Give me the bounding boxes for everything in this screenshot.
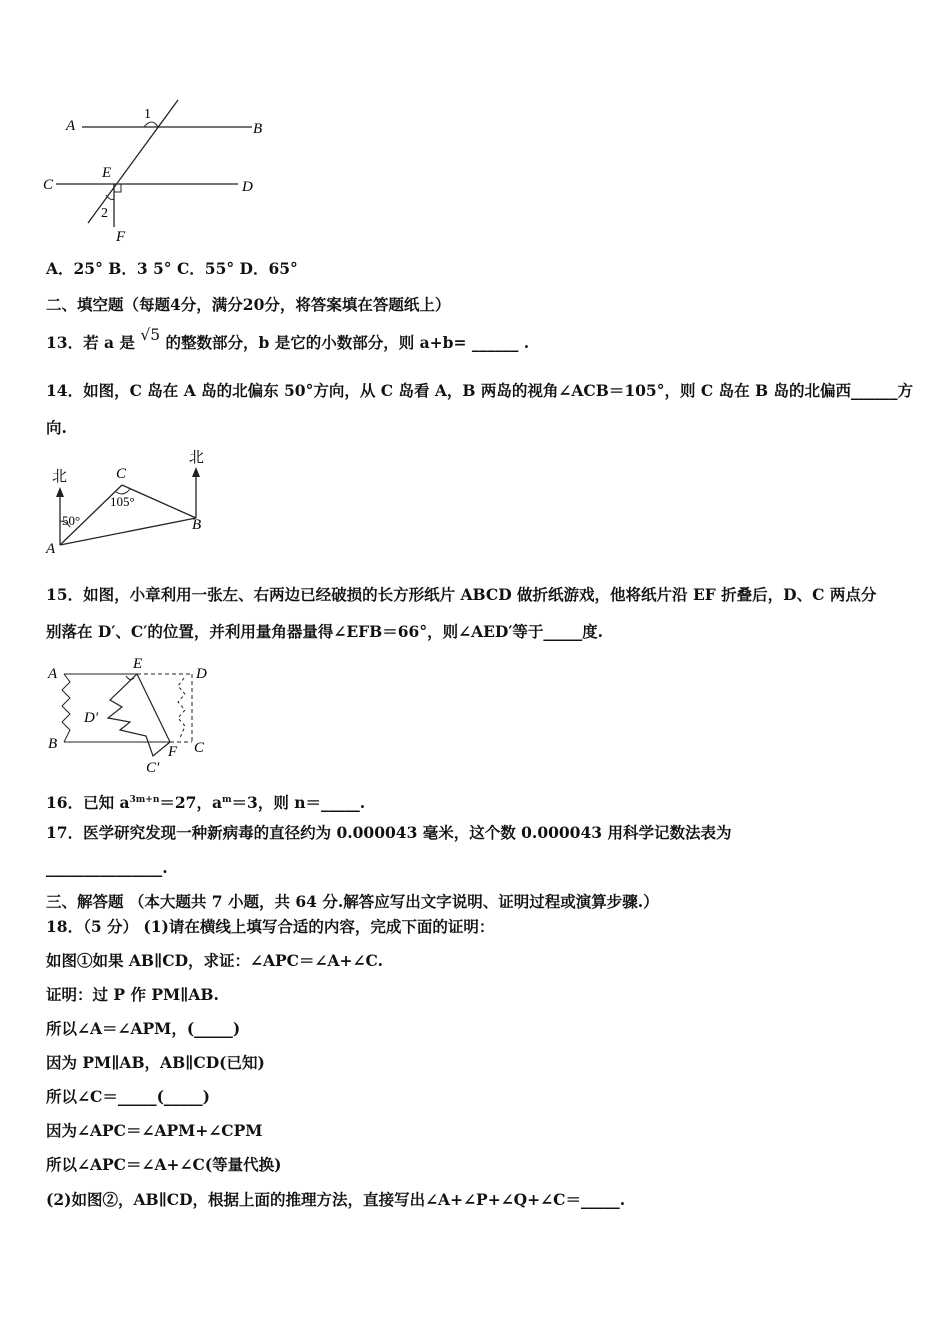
question-14-line-1: 14．如图，C 岛在 A 岛的北偏东 50°方向，从 C 岛看 A，B 两岛的视角∠ACB＝105°，则 C 岛在 B 岛的北偏西______方	[46, 381, 913, 400]
q16-exponent-2: m	[222, 795, 232, 805]
folded-flap	[108, 674, 170, 756]
label-angle-1: 1	[144, 107, 151, 122]
torn-right-edge-original	[178, 678, 185, 738]
transversal	[88, 100, 178, 223]
q16-prefix: 16．已知 a	[46, 793, 130, 813]
label-a: A	[48, 666, 58, 682]
label-north-left: 北	[52, 469, 68, 485]
section-2-header: 二、填空题（每题4分，满分20分，将答案填在答题纸上）	[46, 295, 451, 314]
sqrt5: √5	[140, 326, 161, 344]
question-15-line-1: 15．如图，小章利用一张左、右两边已经破损的长方形纸片 ABCD 做折纸游戏，他将纸片沿 EF 折叠后，D、C 两点分	[46, 585, 877, 604]
q13-suffix: 的整数部分，b 是它的小数部分，则 a+b= ______ .	[165, 333, 530, 352]
question-16	[46, 790, 365, 813]
label-a: A	[66, 118, 76, 134]
question-17-line-1: 17．医学研究发现一种新病毒的直径约为 0.000043 毫米，这个数 0.000043 用科学记数法表为	[46, 823, 732, 842]
label-e: E	[102, 165, 112, 181]
label-c-prime: C′	[146, 760, 160, 776]
label-d: D	[242, 179, 253, 195]
crease-ef	[137, 674, 170, 742]
q18-line-8: 所以∠APC＝∠A+∠C(等量代换)	[46, 1155, 282, 1174]
q18-line-2: 如图①如果 AB∥CD，求证：∠APC＝∠A+∠C.	[46, 951, 383, 970]
north-arrow-a-head	[56, 487, 64, 497]
label-angle-105: 105°	[110, 494, 135, 509]
section-3-header: 三、解答题 （本大题共 7 小题，共 64 分.解答应写出文字说明、证明过程或演算步骤.）	[46, 892, 659, 911]
label-b: B	[48, 736, 58, 752]
q16-suffix: ＝3，则 n＝_____.	[231, 793, 366, 813]
label-f: F	[116, 229, 126, 245]
label-d: D	[196, 666, 207, 682]
label-a: A	[46, 541, 56, 557]
label-b: B	[192, 517, 202, 533]
question-14-line-2: 向.	[46, 418, 67, 437]
q12-options: A．25° B．3 5° C．55° D．65°	[46, 259, 298, 278]
label-c: C	[116, 466, 127, 482]
label-c: C	[43, 177, 54, 193]
label-b: B	[253, 121, 263, 137]
q13-prefix: 13．若 a 是	[46, 333, 135, 352]
label-c: C	[194, 740, 205, 756]
label-e: E	[133, 656, 143, 672]
q18-line-3: 证明：过 P 作 PM∥AB.	[46, 985, 219, 1004]
angle-1-arc	[144, 122, 158, 127]
figure-q15-folding	[40, 652, 225, 777]
q18-line-5: 因为 PM∥AB，AB∥CD(已知)	[46, 1053, 265, 1072]
question-17-line-2: _______________.	[46, 858, 168, 877]
label-angle-2: 2	[101, 206, 108, 221]
question-15-line-2: 别落在 D′、C′的位置，并利用量角器量得∠EFB＝66°，则∠AED′等于_____度.	[46, 622, 604, 641]
q18-line-4: 所以∠A＝∠APM，(_____)	[46, 1019, 241, 1038]
torn-left-edge	[62, 674, 70, 742]
q18-line-1: 18．（5 分） (1)请在横线上填写合适的内容，完成下面的证明：	[46, 917, 495, 936]
north-arrow-b-head	[192, 467, 200, 477]
q18-line-6: 所以∠C＝_____(_____)	[46, 1087, 210, 1106]
figure-q12-parallel-lines	[40, 95, 280, 250]
question-13	[46, 326, 530, 353]
figure-q14-islands	[40, 445, 225, 560]
q16-exponent-1: 3m+n	[129, 795, 160, 805]
q18-line-7: 因为∠APC＝∠APM+∠CPM	[46, 1121, 263, 1140]
segment-ab	[60, 518, 196, 545]
q18-line-9: (2)如图②，AB∥CD，根据上面的推理方法，直接写出∠A+∠P+∠Q+∠C＝_____.	[46, 1190, 626, 1209]
label-angle-50: 50°	[62, 513, 81, 528]
label-north-right: 北	[189, 450, 205, 466]
q16-mid: ＝27，a	[159, 793, 223, 813]
label-d-prime: D′	[84, 710, 99, 726]
label-f: F	[168, 744, 178, 760]
